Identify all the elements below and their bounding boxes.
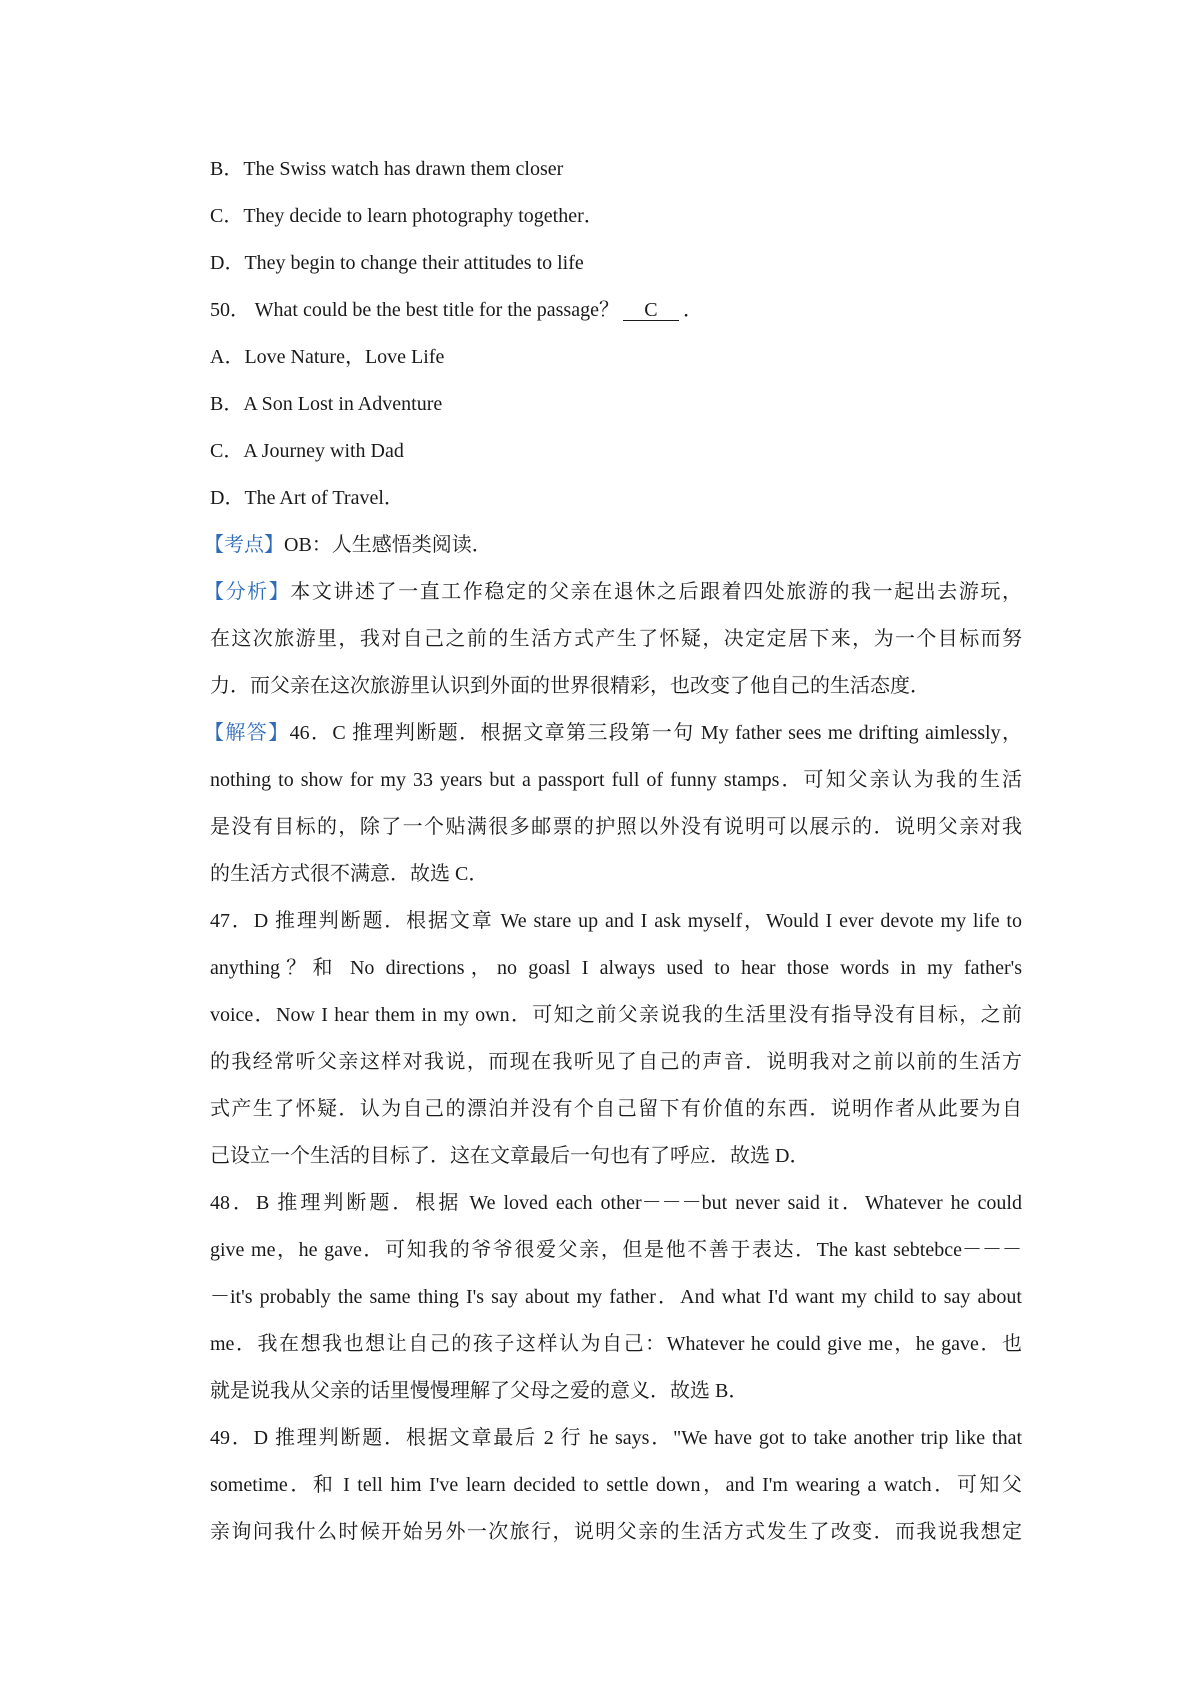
fenxi-line-1 [204, 580, 1022, 604]
q50-option-a: A．Love Nature，Love Life [210, 346, 445, 368]
jieda-line-16: 49．D 推理判断题．根据文章最后 2 行 he says．"We have got to take another trip like that [210, 1427, 1022, 1449]
q49-option-c: C．They decide to learn photography together． [210, 205, 604, 227]
q50-stem-text: 50． What could be the best title for the passage？ [210, 299, 619, 321]
kaodian-line [204, 533, 1016, 557]
kaodian-text: OB：人生感悟类阅读． [284, 534, 492, 556]
jieda-line-17: sometime．和 I tell him I've learn decided to settle down，and I'm wearing a watch．可知父 [210, 1474, 1022, 1496]
jieda-line-13: －it's probably the same thing I's say about my father．And what I'd want my child to say about [210, 1286, 1022, 1308]
jieda-text-1: 46．C 推理判断题．根据文章第三段第一句 My father sees me drifting aimlessly， [289, 722, 1022, 744]
fenxi-tag: 【分析】 [204, 581, 291, 603]
jieda-line-6: anything？和 No directions，no goasl I always used to hear those words in my father's [210, 957, 1022, 979]
fenxi-line-3: 力．而父亲在这次旅游里认识到外面的世界很精彩，也改变了他自己的生活态度． [210, 675, 930, 697]
fenxi-text-1: 本文讲述了一直工作稳定的父亲在退休之后跟着四处旅游的我一起出去游玩， [290, 581, 1022, 603]
jieda-line-14: me．我在想我也想让自己的孩子这样认为自己：Whatever he could give me，he gave．也 [210, 1333, 1022, 1355]
jieda-tag: 【解答】 [204, 722, 290, 744]
kaodian-tag: 【考点】 [204, 534, 284, 556]
q50-stem [210, 298, 1022, 322]
q50-stem-suffix: ． [682, 299, 703, 321]
jieda-line-7: voice．Now I hear them in my own．可知之前父亲说我的生活里没有指导没有目标，之前 [210, 1004, 1022, 1026]
q49-option-b: B．The Swiss watch has drawn them closer [210, 158, 564, 180]
jieda-line-1 [204, 721, 1022, 745]
fenxi-line-2: 在这次旅游里，我对自己之前的生活方式产生了怀疑，决定定居下来，为一个目标而努 [210, 628, 1022, 650]
jieda-line-18: 亲询问我什么时候开始另外一次旅行，说明父亲的生活方式发生了改变．而我说我想定 [210, 1521, 1022, 1543]
q50-answer-blank: C [623, 300, 679, 321]
q50-option-b: B．A Son Lost in Adventure [210, 393, 443, 415]
jieda-line-10: 己设立一个生活的目标了．这在文章最后一句也有了呼应．故选 D． [210, 1145, 810, 1167]
jieda-line-3: 是没有目标的，除了一个贴满很多邮票的护照以外没有说明可以展示的．说明父亲对我 [210, 816, 1022, 838]
q49-option-d: D．They begin to change their attitudes to life [210, 252, 584, 274]
jieda-line-8: 的我经常听父亲这样对我说，而现在我听见了自己的声音．说明我对之前以前的生活方 [210, 1051, 1022, 1073]
jieda-line-12: give me，he gave．可知我的爷爷很爱父亲，但是他不善于表达．The kast sebtebce－－－ [210, 1239, 1022, 1261]
jieda-line-9: 式产生了怀疑．认为自己的漂泊并没有个自己留下有价值的东西．说明作者从此要为自 [210, 1098, 1022, 1120]
jieda-line-15: 就是说我从父亲的话里慢慢理解了父母之爱的意义．故选 B． [210, 1380, 749, 1402]
q50-option-d: D．The Art of Travel． [210, 487, 404, 509]
jieda-line-5: 47．D 推理判断题．根据文章 We stare up and I ask myself，Would I ever devote my life to [210, 910, 1022, 932]
jieda-line-11: 48．B 推理判断题．根据 We loved each other－－－but never said it．Whatever he could [210, 1192, 1022, 1214]
jieda-line-4: 的生活方式很不满意．故选 C． [210, 863, 489, 885]
q50-option-c: C．A Journey with Dad [210, 440, 404, 462]
jieda-line-2: nothing to show for my 33 years but a passport full of funny stamps．可知父亲认为我的生活 [210, 769, 1022, 791]
